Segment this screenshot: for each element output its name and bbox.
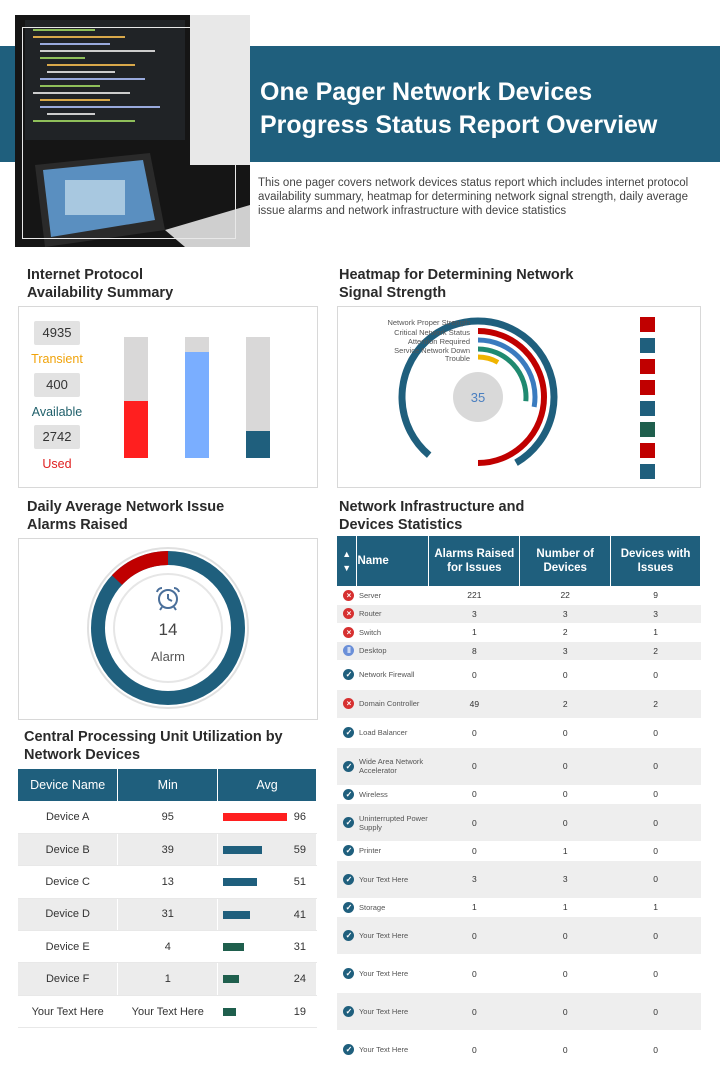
avg-bar <box>223 846 262 854</box>
table-row <box>18 833 317 865</box>
table-row <box>337 993 701 1031</box>
status-cell <box>337 993 357 1031</box>
infra-table-wrap <box>337 536 701 1069</box>
transient-label: Transient <box>31 352 83 366</box>
alarms-cell: 0 <box>429 804 520 842</box>
avg-bar <box>223 911 250 919</box>
check-icon: ✓ <box>343 817 354 828</box>
alarms-cell: 0 <box>429 842 520 861</box>
table-row <box>337 660 701 689</box>
heatmap-square <box>640 338 655 353</box>
alarm-label: Alarm <box>151 649 185 664</box>
error-icon: × <box>343 590 354 601</box>
devices-cell: 0 <box>520 993 611 1031</box>
avg-cell <box>218 801 317 833</box>
heatmap-panel <box>337 306 701 488</box>
check-icon: ✓ <box>343 902 354 913</box>
heatmap-square <box>640 464 655 479</box>
table-row <box>337 747 701 785</box>
devices-cell: 3 <box>520 605 611 624</box>
table-row <box>337 623 701 642</box>
devices-cell: 0 <box>520 747 611 785</box>
issues-cell: 0 <box>611 718 701 747</box>
issues-cell: 0 <box>611 747 701 785</box>
table-row <box>18 866 317 898</box>
devices-cell: 2 <box>520 623 611 642</box>
devices-cell: 0 <box>520 1031 611 1069</box>
avg-value: 96 <box>293 811 306 823</box>
alarms-title: Daily Average Network Issue Alarms Raised <box>27 499 225 533</box>
table-row <box>337 917 701 955</box>
error-icon: × <box>343 627 354 638</box>
available-label: Available <box>31 405 83 419</box>
avg-bar <box>223 943 243 951</box>
heatmap-center-value: 35 <box>470 390 486 405</box>
heatmap-ring-label-4: Service Network Down <box>394 346 470 355</box>
heatmap-ring-label-2: Critical Network Status <box>394 328 470 337</box>
alarm-value: 14 <box>158 620 178 639</box>
status-cell <box>337 898 357 917</box>
check-icon: ✓ <box>343 727 354 738</box>
ip-bar-2-fill <box>185 352 209 458</box>
avg-value: 24 <box>293 973 306 986</box>
issues-cell: 3 <box>611 605 701 624</box>
issues-cell: 0 <box>611 804 701 842</box>
devices-cell: 3 <box>520 642 611 661</box>
status-cell <box>337 747 357 785</box>
table-row <box>337 955 701 993</box>
device-name-cell: Device A <box>18 801 118 833</box>
alarms-cell: 0 <box>429 993 520 1031</box>
status-cell <box>337 718 357 747</box>
cpu-title: Central Processing Unit Utilization by Network Devices <box>24 729 283 763</box>
heatmap-square <box>640 401 655 416</box>
table-row <box>18 898 317 930</box>
check-icon: ✓ <box>343 669 354 680</box>
alarm-donut <box>19 539 317 719</box>
issues-cell: 0 <box>611 993 701 1031</box>
issues-cell: 9 <box>611 586 701 605</box>
heatmap-square <box>640 443 655 458</box>
alarms-cell: 0 <box>429 917 520 955</box>
device-name-cell: Uninterrupted Power Supply <box>357 804 429 842</box>
cpu-col-avg: Avg <box>218 769 317 801</box>
ip-bar-2 <box>185 337 209 458</box>
issues-cell: 0 <box>611 842 701 861</box>
devices-cell: 3 <box>520 860 611 898</box>
check-icon: ✓ <box>343 874 354 885</box>
alarms-cell: 0 <box>429 955 520 993</box>
page-description: This one pager covers network devices status report which includes internet protocol availability summary, heatmap for determining network signal strength, daily average issue alarms and network infrastructure with device statistics <box>258 177 689 217</box>
available-value-box: 400 <box>34 373 80 397</box>
table-row <box>337 605 701 624</box>
avg-value: 19 <box>293 1005 306 1018</box>
infra-col-alarms: Alarms Raised for Issues <box>429 536 520 586</box>
device-name-cell: Your Text Here <box>357 917 429 955</box>
device-name-cell: Wide Area Network Accelerator <box>357 747 429 785</box>
status-cell <box>337 642 357 661</box>
alarms-cell: 0 <box>429 1031 520 1069</box>
heatmap-square <box>640 380 655 395</box>
issues-cell: 2 <box>611 642 701 661</box>
device-name-cell: Desktop <box>357 642 429 661</box>
issues-cell: 0 <box>611 860 701 898</box>
ip-bar-1 <box>124 337 148 458</box>
devices-cell: 0 <box>520 785 611 804</box>
devices-cell: 22 <box>520 586 611 605</box>
heatmap-square <box>640 422 655 437</box>
issues-cell: 1 <box>611 898 701 917</box>
heatmap-ring-label-5: Trouble <box>444 354 470 363</box>
pause-icon: ‖ <box>343 645 354 656</box>
table-row <box>337 842 701 861</box>
status-cell <box>337 605 357 624</box>
ip-bar-3-fill <box>246 431 270 458</box>
table-row <box>337 804 701 842</box>
status-cell <box>337 917 357 955</box>
avg-cell <box>218 833 317 865</box>
device-name-cell: Your Text Here <box>357 955 429 993</box>
status-cell <box>337 689 357 718</box>
alarms-cell: 0 <box>429 660 520 689</box>
status-cell <box>337 623 357 642</box>
devices-cell: 0 <box>520 917 611 955</box>
issues-cell: 0 <box>611 955 701 993</box>
avg-value: 41 <box>293 908 306 921</box>
status-cell <box>337 842 357 861</box>
alarms-panel <box>18 538 318 720</box>
device-name-cell: Your Text Here <box>357 1031 429 1069</box>
alarms-cell: 1 <box>429 898 520 917</box>
device-name-cell: Network Firewall <box>357 660 429 689</box>
table-row <box>337 642 701 661</box>
error-icon: × <box>343 608 354 619</box>
devices-cell: 0 <box>520 955 611 993</box>
ip-summary-panel <box>18 306 318 488</box>
cpu-header-row <box>18 769 317 801</box>
issues-cell: 0 <box>611 917 701 955</box>
cpu-col-min: Min <box>118 769 218 801</box>
cpu-col-name: Device Name <box>18 769 118 801</box>
alarms-cell: 0 <box>429 785 520 804</box>
alarms-cell: 3 <box>429 605 520 624</box>
check-icon: ✓ <box>343 968 354 979</box>
status-cell <box>337 586 357 605</box>
issues-cell: 0 <box>611 785 701 804</box>
avg-value: 59 <box>293 843 306 856</box>
status-cell <box>337 660 357 689</box>
device-name-cell: Load Balancer <box>357 718 429 747</box>
ip-summary-title: Internet Protocol Availability Summary <box>27 267 174 301</box>
table-row <box>337 860 701 898</box>
ip-bar-3 <box>246 337 270 458</box>
cpu-table-body <box>18 801 317 1028</box>
status-cell <box>337 785 357 804</box>
avg-value: 51 <box>293 876 306 889</box>
device-name-cell: Wireless <box>357 785 429 804</box>
alarms-cell: 8 <box>429 642 520 661</box>
heatmap-ring-label-1: Network Proper Strength <box>387 318 470 327</box>
min-cell: 31 <box>118 898 218 930</box>
device-name-cell: Your Text Here <box>18 995 118 1027</box>
check-icon: ✓ <box>343 930 354 941</box>
alarms-cell: 221 <box>429 586 520 605</box>
infra-table-body <box>337 586 701 1069</box>
avg-bar <box>223 975 239 983</box>
min-cell: Your Text Here <box>118 995 218 1027</box>
device-name-cell: Device B <box>18 833 118 865</box>
table-row <box>18 995 317 1027</box>
photo-frame <box>22 27 236 239</box>
table-row <box>18 931 317 963</box>
status-cell <box>337 955 357 993</box>
min-cell: 1 <box>118 963 218 995</box>
infra-col-issues: Devices with Issues <box>611 536 701 586</box>
min-cell: 39 <box>118 833 218 865</box>
alarms-cell: 49 <box>429 689 520 718</box>
table-row <box>337 785 701 804</box>
check-icon: ✓ <box>343 1006 354 1017</box>
table-row <box>337 689 701 718</box>
check-icon: ✓ <box>343 1044 354 1055</box>
devices-cell: 0 <box>520 804 611 842</box>
device-name-cell: Your Text Here <box>357 993 429 1031</box>
issues-cell: 0 <box>611 660 701 689</box>
table-row <box>337 718 701 747</box>
device-name-cell: Your Text Here <box>357 860 429 898</box>
sort-icon-cell <box>337 536 357 586</box>
issues-cell: 0 <box>611 1031 701 1069</box>
heatmap-radial-chart <box>338 307 700 487</box>
error-icon: × <box>343 698 354 709</box>
avg-cell <box>218 963 317 995</box>
avg-bar <box>223 813 286 821</box>
issues-cell: 2 <box>611 689 701 718</box>
avg-cell <box>218 866 317 898</box>
devices-cell: 2 <box>520 689 611 718</box>
device-name-cell: Device C <box>18 866 118 898</box>
infra-table <box>337 536 701 1069</box>
heatmap-square <box>640 359 655 374</box>
used-label: Used <box>42 457 72 471</box>
min-cell: 13 <box>118 866 218 898</box>
min-cell: 4 <box>118 931 218 963</box>
device-name-cell: Device E <box>18 931 118 963</box>
device-name-cell: Storage <box>357 898 429 917</box>
avg-bar <box>223 1008 236 1016</box>
status-cell <box>337 860 357 898</box>
infra-col-name: Name <box>357 536 429 586</box>
heatmap-ring-label-3: Attention Required <box>407 337 470 346</box>
alarms-cell: 1 <box>429 623 520 642</box>
alarms-cell: 0 <box>429 718 520 747</box>
device-name-cell: Switch <box>357 623 429 642</box>
devices-cell: 1 <box>520 842 611 861</box>
heatmap-square <box>640 317 655 332</box>
check-icon: ✓ <box>343 761 354 772</box>
check-icon: ✓ <box>343 845 354 856</box>
table-row <box>337 1031 701 1069</box>
issues-cell: 1 <box>611 623 701 642</box>
transient-value-box: 4935 <box>34 321 80 345</box>
avg-value: 31 <box>293 941 306 954</box>
table-row <box>337 898 701 917</box>
avg-cell <box>218 995 317 1027</box>
infra-col-devices: Number of Devices <box>520 536 611 586</box>
devices-cell: 1 <box>520 898 611 917</box>
devices-cell: 0 <box>520 718 611 747</box>
device-name-cell: Router <box>357 605 429 624</box>
device-name-cell: Device D <box>18 898 118 930</box>
avg-cell <box>218 931 317 963</box>
infra-title: Network Infrastructure and Devices Statistics <box>339 499 525 533</box>
used-value-box: 2742 <box>34 425 80 449</box>
table-row <box>18 801 317 833</box>
devices-cell: 0 <box>520 660 611 689</box>
sort-icon[interactable]: ▲ ▼ <box>342 549 352 573</box>
avg-bar <box>223 878 257 886</box>
cpu-table-wrap <box>18 769 317 1028</box>
alarms-cell: 3 <box>429 860 520 898</box>
infra-header-row <box>337 536 701 586</box>
page-title: One Pager Network Devices Progress Status Report Overview <box>260 78 658 139</box>
device-name-cell: Domain Controller <box>357 689 429 718</box>
heatmap-title: Heatmap for Determining Network Signal Strength <box>339 267 574 301</box>
ip-bar-1-fill <box>124 401 148 458</box>
table-row <box>18 963 317 995</box>
device-name-cell: Printer <box>357 842 429 861</box>
alarms-cell: 0 <box>429 747 520 785</box>
heatmap-ring-5 <box>478 357 498 362</box>
device-name-cell: Device F <box>18 963 118 995</box>
device-name-cell: Server <box>357 586 429 605</box>
cpu-table <box>18 769 317 1028</box>
status-cell <box>337 1031 357 1069</box>
avg-cell <box>218 898 317 930</box>
min-cell: 95 <box>118 801 218 833</box>
status-cell <box>337 804 357 842</box>
table-row <box>337 586 701 605</box>
check-icon: ✓ <box>343 789 354 800</box>
